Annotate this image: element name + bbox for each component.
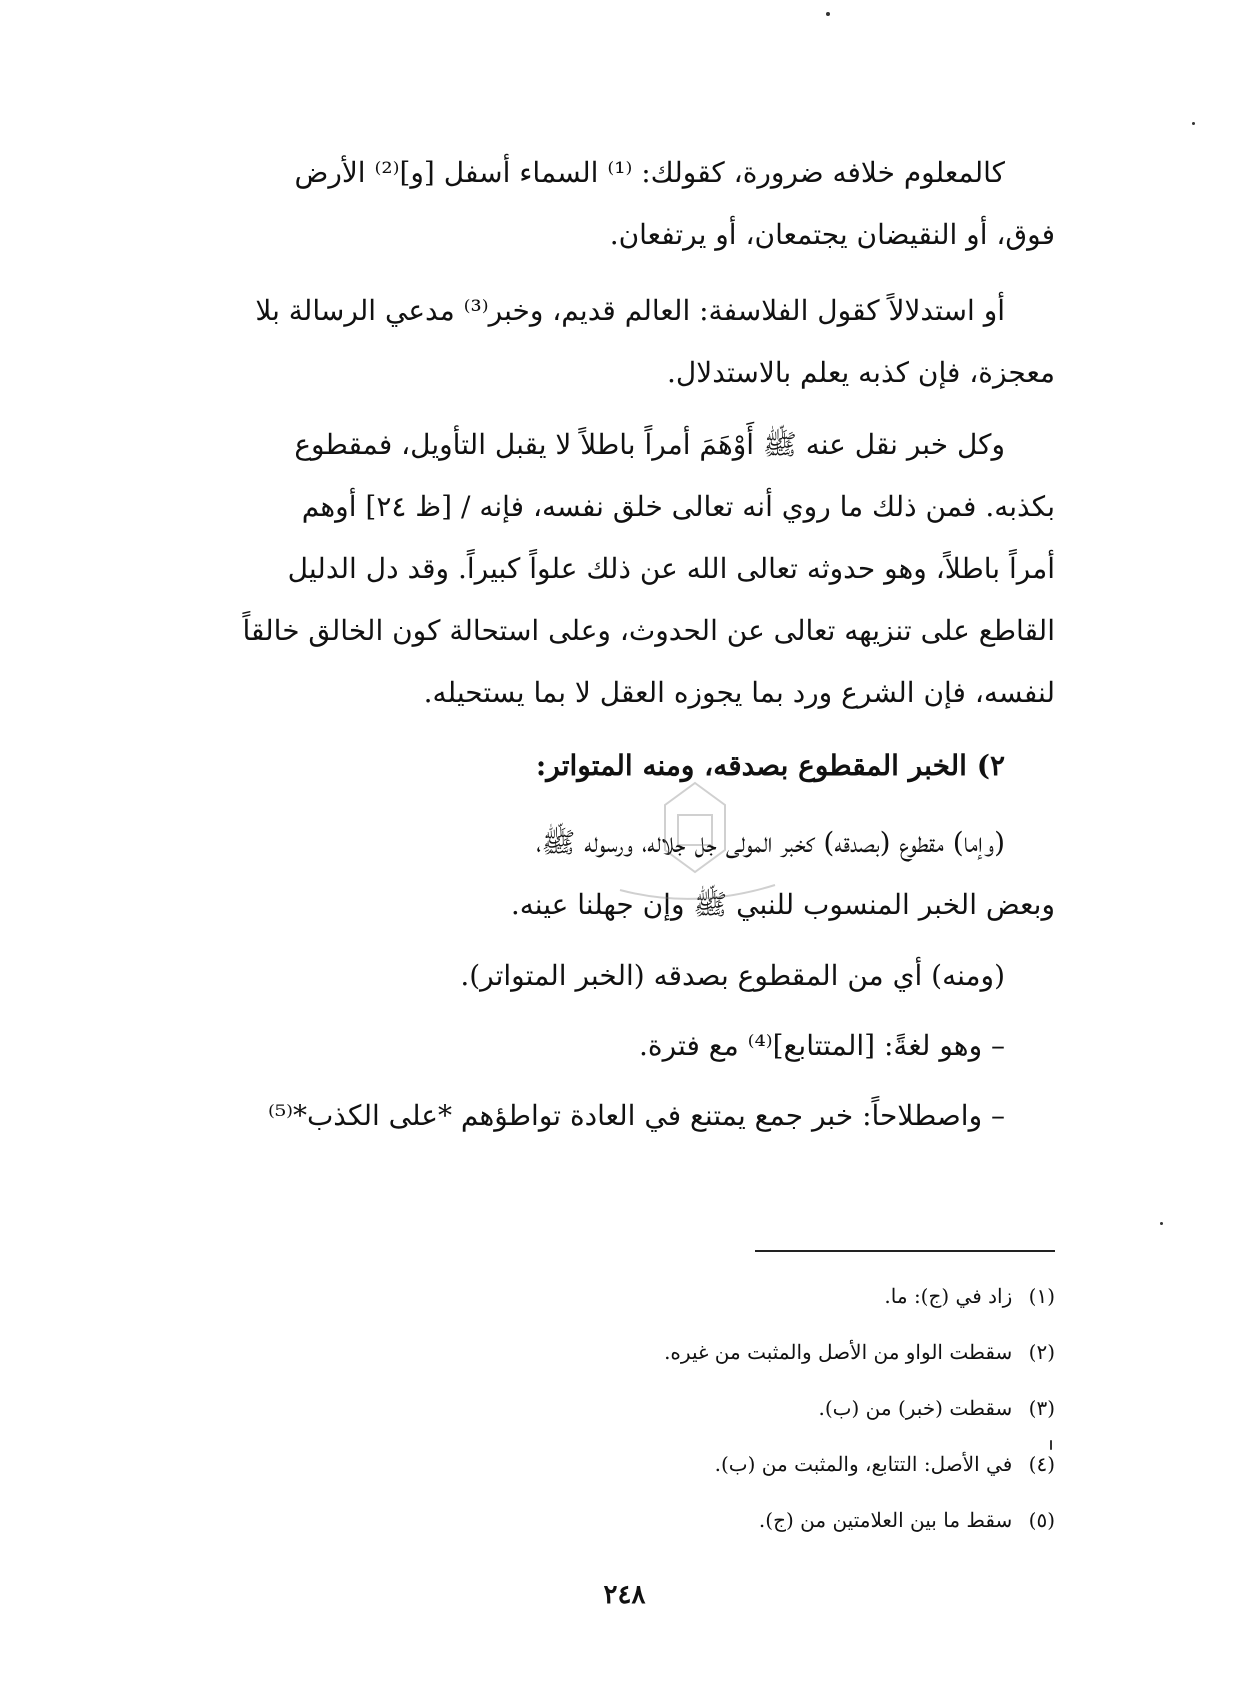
footnote-number: (١) [1028, 1284, 1055, 1308]
footnote-5 [400, 1492, 1055, 1548]
paragraph-3-line-3: أمراً باطلاً، وهو حدوثه تعالى الله عن ذلك علواً كبيراً. وقد دل الدليل [287, 552, 1055, 585]
main-text-5 [175, 945, 1055, 1147]
footnote-2 [400, 1324, 1055, 1380]
scan-speck [1050, 1440, 1052, 1450]
scan-speck [826, 12, 830, 16]
footnote-text: سقطت (خبر) من (ب). [818, 1396, 1013, 1420]
footnote-text: في الأصل: التتابع، والمثبت من (ب). [714, 1452, 1013, 1476]
footnote-text: سقط ما بين العلامتين من (ج). [758, 1508, 1013, 1532]
footnote-separator [755, 1250, 1055, 1252]
footnote-number: (٣) [1028, 1396, 1055, 1420]
footnote-number: (٥) [1028, 1508, 1055, 1532]
footnote-number: (٢) [1028, 1340, 1055, 1364]
footnote-text: زاد في (ج): ما. [884, 1284, 1013, 1308]
paragraph-3-line-1: وكل خبر نقل عنه ﷺ أَوْهَمَ أمراً باطلاً لا يقبل التأويل، فمقطوع [294, 428, 1005, 461]
page-number: ٢٤٨ [603, 1580, 646, 1610]
footnote-1 [400, 1268, 1055, 1324]
library-watermark [600, 775, 790, 915]
scan-speck [1160, 1222, 1163, 1225]
paragraph-2-line-1: أو استدلالاً كقول الفلاسفة: العالم قديم، وخبر⁽³⁾ مدعي الرسالة بلا [255, 294, 1005, 327]
paragraph-2-line-2: معجزة، فإن كذبه يعلم بالاستدلال. [667, 356, 1055, 389]
footnote-number: (٤) [1028, 1452, 1055, 1476]
main-text [175, 142, 1055, 266]
paragraph-7: – واصطلاحاً: خبر جمع يمتنع في العادة تواطؤهم *على الكذب*⁽⁵⁾ [267, 1099, 1005, 1132]
paragraph-3-line-2: بكذبه. فمن ذلك ما روي أنه تعالى خلق نفسه، فإنه / [ظ ٢٤] أوهم [301, 490, 1055, 523]
main-text-3 [175, 414, 1055, 724]
footnote-3 [400, 1380, 1055, 1436]
footnote-4 [400, 1436, 1055, 1492]
footnote-text: سقطت الواو من الأصل والمثبت من غيره. [664, 1340, 1013, 1364]
paragraph-3-line-4: القاطع على تنزيهه تعالى عن الحدوث، وعلى استحالة كون الخالق خالقاً [242, 614, 1055, 647]
main-text-2 [175, 280, 1055, 404]
paragraph-4-line-1: (وإما) مقطوع (بصدقه) كخبر المولى جل جلاله، ورسوله ﷺ، [536, 826, 1005, 859]
paragraph-1-line-1: كالمعلوم خلافه ضرورة، كقولك: ⁽¹⁾ السماء أسفل [و]⁽²⁾ الأرض [294, 156, 1005, 189]
paragraph-6: – وهو لغةً: [المتتابع]⁽⁴⁾ مع فترة. [639, 1029, 1005, 1062]
paragraph-3-line-5: لنفسه، فإن الشرع ورد بما يجوزه العقل لا بما يستحيله. [423, 676, 1055, 709]
paragraph-1-line-2: فوق، أو النقيضان يجتمعان، أو يرتفعان. [609, 218, 1055, 251]
paragraph-4-line-2: وبعض الخبر المنسوب للنبي ﷺ وإن جهلنا عينه. [510, 888, 1055, 921]
footnotes [400, 1268, 1055, 1548]
scan-speck [1192, 122, 1195, 125]
paragraph-5: (ومنه) أي من المقطوع بصدقه (الخبر المتواتر). [460, 959, 1005, 992]
section-heading: ٢) الخبر المقطوع بصدقه، ومنه المتواتر: [535, 749, 1005, 782]
